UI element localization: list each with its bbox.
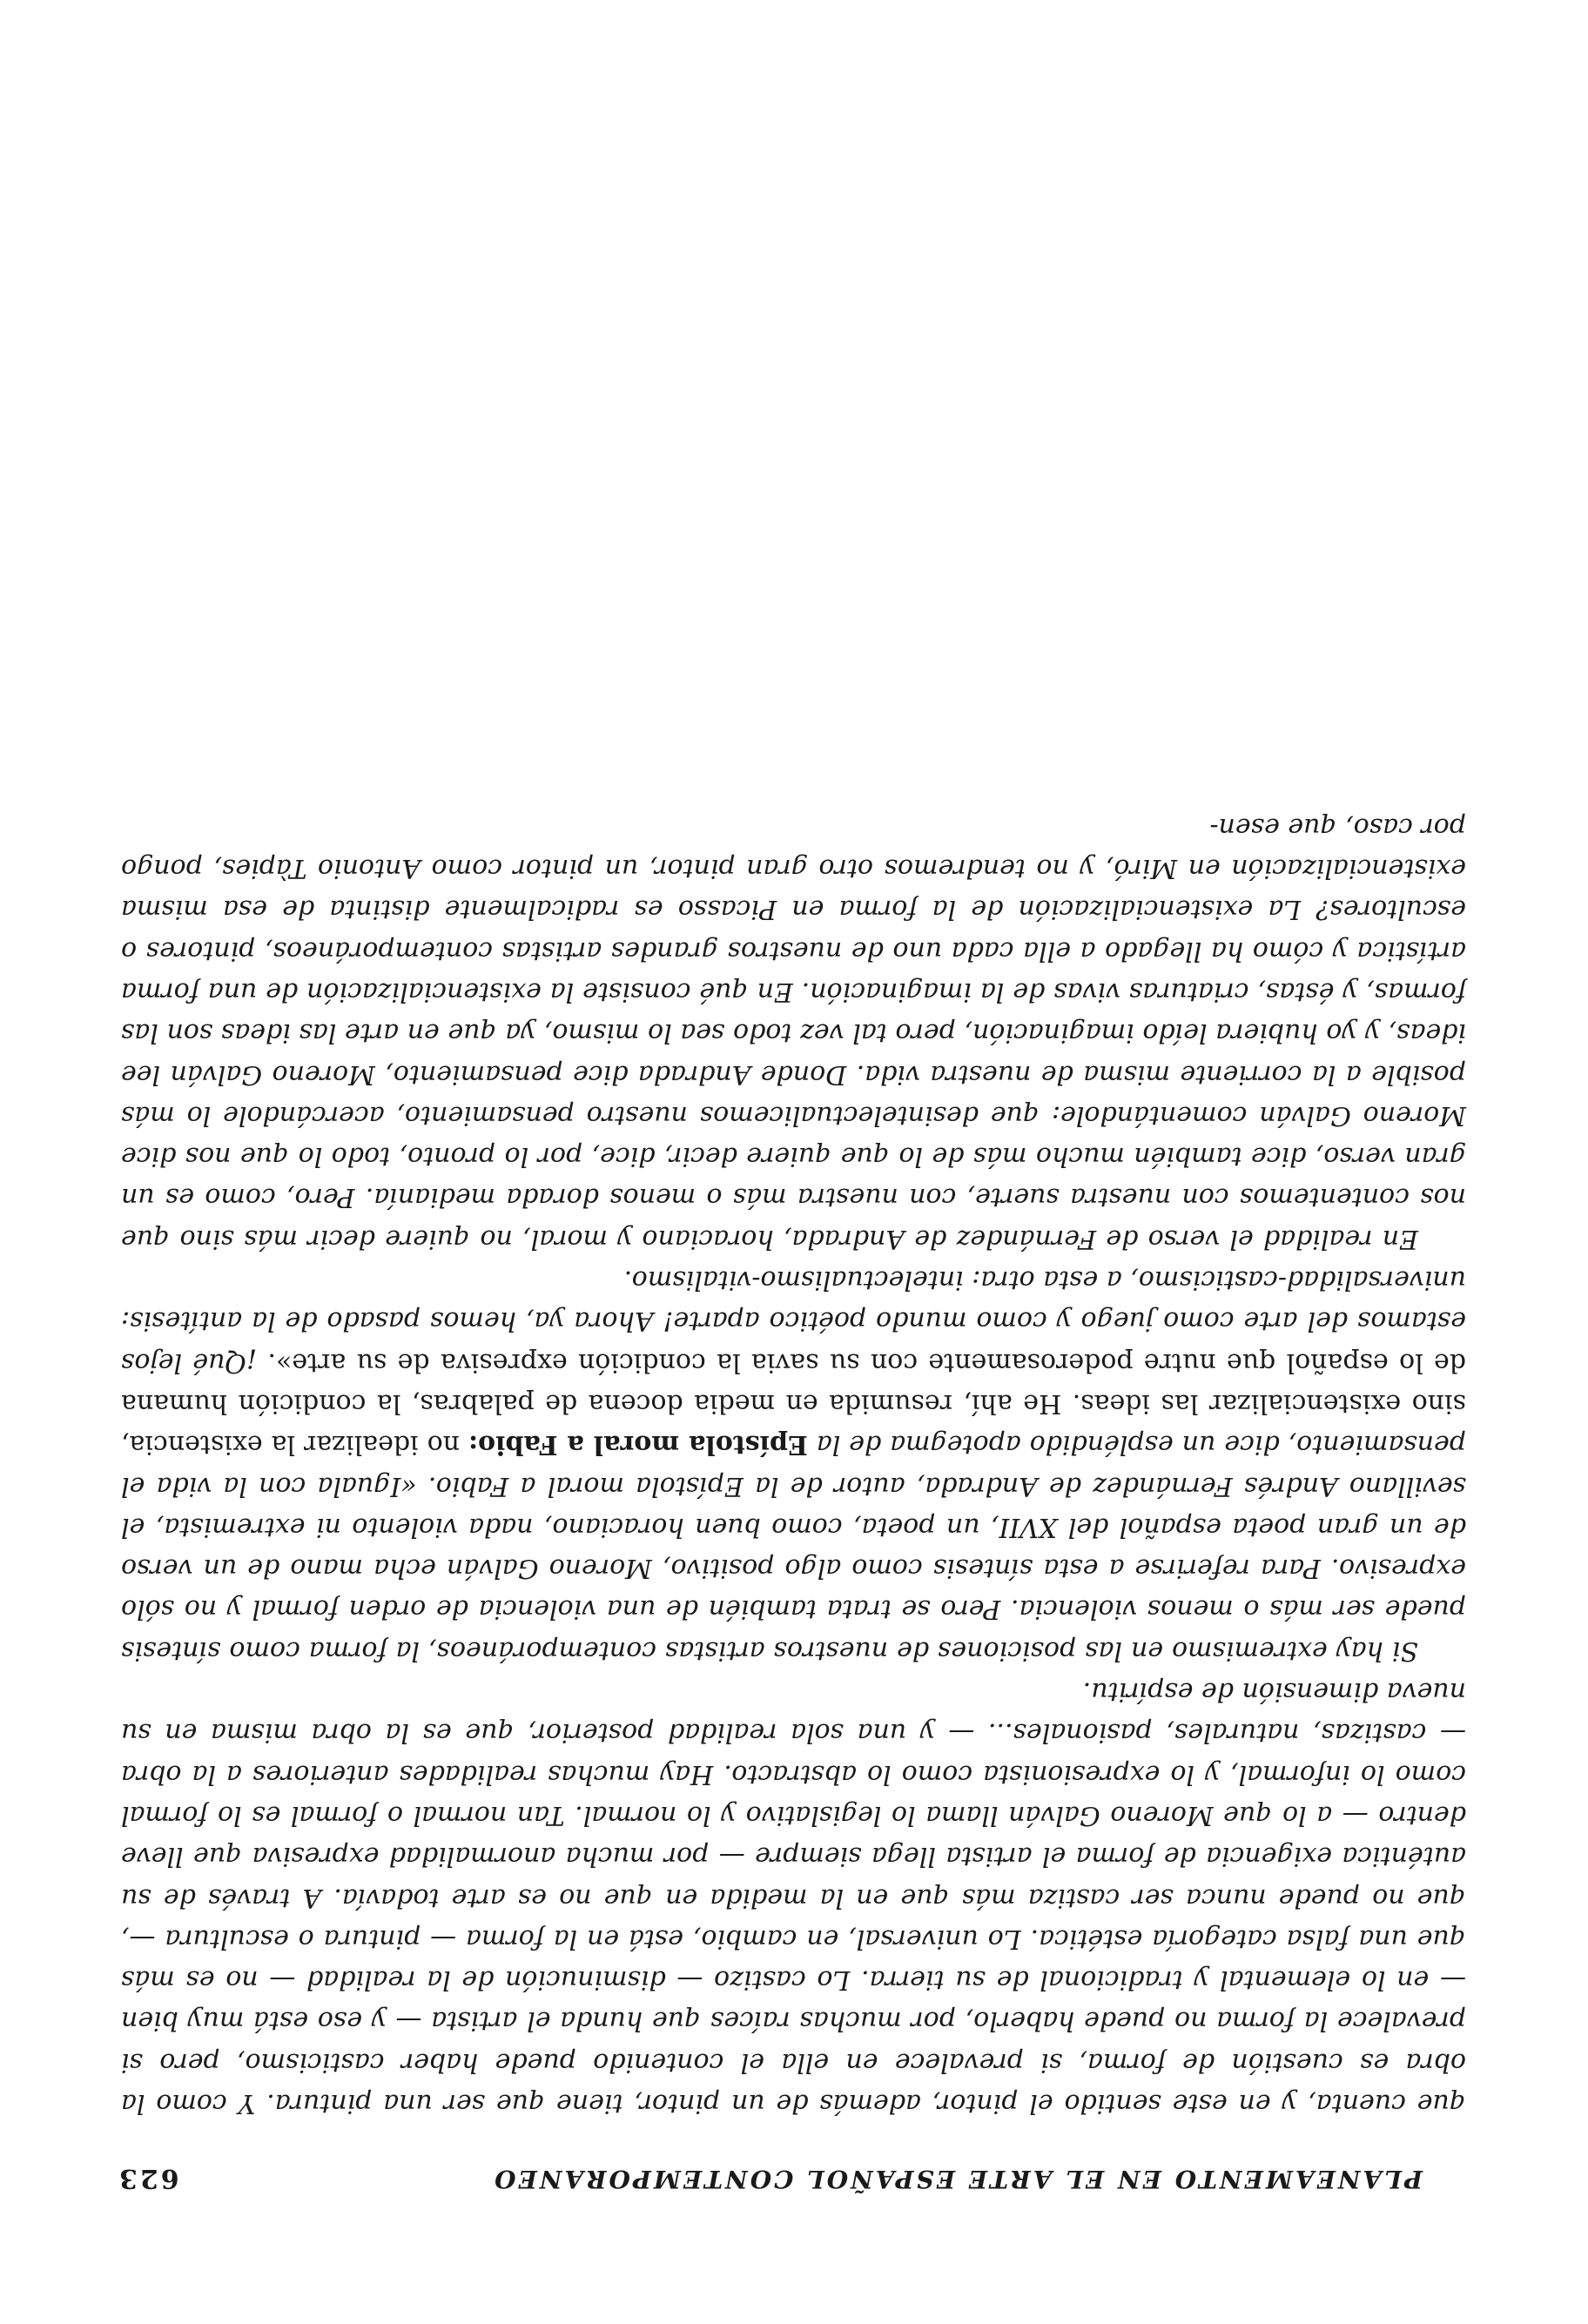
page-number: 623 [117, 2163, 179, 2193]
paragraph-2 [121, 1259, 1466, 1671]
paragraph-1: que cuenta, y en este sentido el pintor, además de un pintor, tiene que ser una pintura. Y como la obra es cuestión de forma, si prevalece en ella el contenido puede haber casticismo, pero si prevalece la forma no puede haberlo, por muchas raíces que hunda el artista — y eso está muy bien — en lo elemental y tradicional de su tierra. Lo castizo — disminución de la realidad — no es más que una falsa categoría estética. Lo universal, en cambio, está en la forma — pintura o escultura —, que no puede nunca ser castiza más que en la medida en que no es arte todavía. A través de su auténtica exigencia de forma el artista llega siempre — por mucha anormalidad expresiva que lleve dentro — a lo que Moreno Galván llama lo legislativo y lo normal. Tan normal o formal es lo formal como lo informal, y lo expresionista como lo abstracto. Hay muchas realidades anteriores a la obra — castizas, naturales, pasionales... — y una sola realidad posterior, que es la obra misma en su nueva dimensión de espíritu. [121, 1676, 1466, 2119]
page-header [117, 2159, 1423, 2193]
paragraph-2-part-2: Epístola moral a Fabio. «Iguala con la vida el pensamiento, dice un espléndido apotegma de la [120, 1429, 1466, 1501]
paragraph-2-part-5: ¡Qué lejos estamos del arte como juego y como mundo poético aparte! Ahora ya, hemos pasado de la antítesis: universalidad-casticismo, a esta otra: intelectualismo-vitalismo. [120, 1265, 1466, 1378]
paragraph-2-part-4: no idealizar la existencia, sino existencializar las ideas. He ahí, resumida en media docena de palabras, la condición humana de lo español que nutre poderosamente con su savia la condición expresiva de su arte». [120, 1347, 1466, 1461]
page-body [121, 807, 1466, 2125]
paragraph-2-part-1: Si hay extremismo en las posiciones de nuestros artistas contemporáneos, la forma como síntesis puede ser más o menos violencia. Pero se trata también de una violencia de orden formal y no sólo expresivo. Para referirse a esta síntesis como algo positivo, Moreno Galván echa mano de un verso de un gran poeta español del XVII, un poeta, como buen horaciano, nada violento ni extremista, el sevillano Andrés Fernández de Andrada, autor de la [121, 1470, 1466, 1666]
epistola-title-bold: Epístola moral a Fabio: [468, 1429, 808, 1461]
running-title: PLANEAMENTO EN EL ARTE ESPAÑOL CONTEMPORANEO [492, 2165, 1423, 2193]
paragraph-3: En realidad el verso de Fernández de Andrada, horaciano y moral, no quiere decir más sino que nos contentemos con nuestra suerte, con nuestra más o menos dorada medianía. Pero, como es un gran verso, dice también mucho más de lo que quiere decir, dice, por lo pronto, todo lo que nos dice Moreno Galván comentándole: que desintelectualicemos nuestro pensamiento, acercándole lo más posible a la corriente misma de nuestra vida. Donde Andrada dice pensamiento, Moreno Galván lee ideas, y yo hubiera leído imaginación, pero tal vez todo sea lo mismo, ya que en arte las ideas son las formas, y éstas, criaturas vivas de la imaginación. En qué consiste la existencialización de una forma artística y cómo ha llegado a ella cada uno de nuestros grandes artistas contemporáneos, pintores o escultores? La existencialización de la forma en Picasso es radicalmente distinta de esa misma existencialización en Miró, y no tendremos otro gran pintor, un pintor como Antonio Tàpies, pongo por caso, que esen- [121, 811, 1466, 1254]
